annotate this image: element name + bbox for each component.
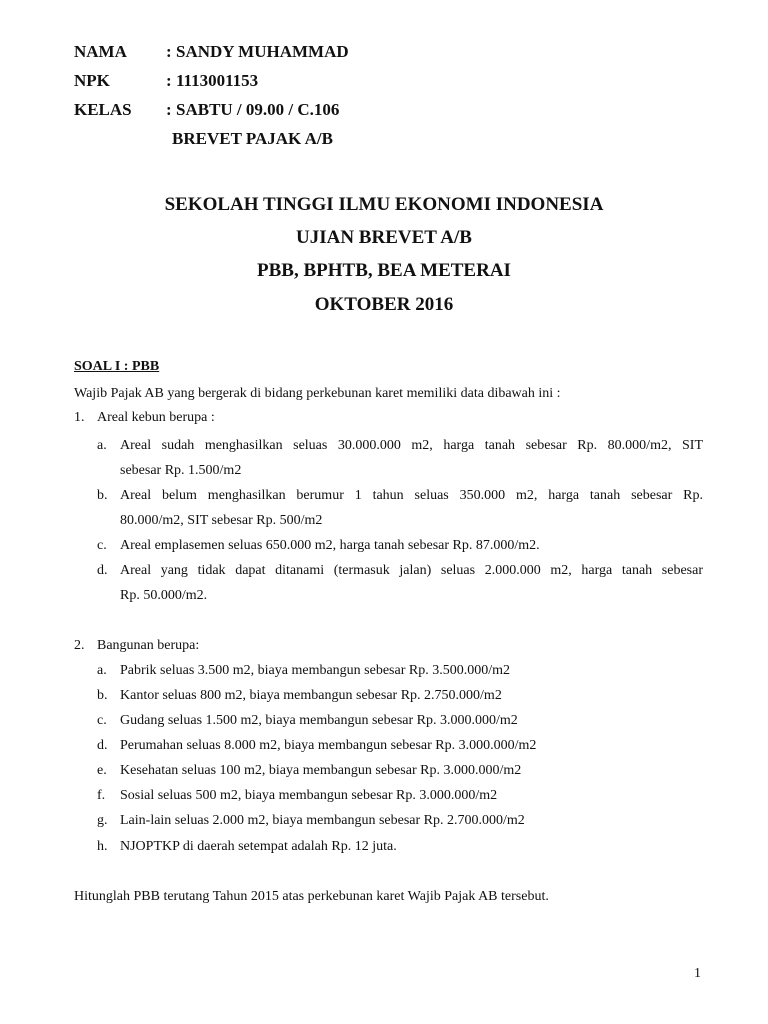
s2-item-g-text: Lain-lain seluas 2.000 m2, biaya membangun sebesar Rp. 2.700.000/m2 (120, 813, 525, 828)
s2-item-e-marker: e. (97, 763, 107, 778)
s1-item-d-line1: Areal yang tidak dapat ditanami (termasuk jalan) seluas 2.000.000 m2, harga tanah sebesar (120, 563, 703, 578)
s1-item-d-marker: d. (97, 563, 108, 578)
kelas-extra: BREVET PAJAK A/B (172, 129, 333, 148)
kelas-label: KELAS (74, 100, 132, 119)
soal-intro: Wajib Pajak AB yang bergerak di bidang perkebunan karet memiliki data dibawah ini : (74, 386, 561, 401)
closing-instruction: Hitunglah PBB terutang Tahun 2015 atas perkebunan karet Wajib Pajak AB tersebut. (74, 889, 549, 904)
s2-item-h-marker: h. (97, 839, 108, 854)
s1-item-a-line1: Areal sudah menghasilkan seluas 30.000.000 m2, harga tanah sebesar Rp. 80.000/m2, SIT (120, 438, 703, 453)
npk-label: NPK (74, 71, 110, 90)
s2-item-a-text: Pabrik seluas 3.500 m2, biaya membangun sebesar Rp. 3.500.000/m2 (120, 663, 510, 678)
nama-value: SANDY MUHAMMAD (176, 42, 349, 61)
header-kelas (74, 100, 339, 120)
s2-item-d-marker: d. (97, 738, 108, 753)
section2-number: 2. (74, 638, 85, 653)
title-subjects: PBB, BPHTB, BEA METERAI (257, 260, 511, 281)
kelas-value: SABTU / 09.00 / C.106 (176, 100, 340, 119)
s1-item-c-marker: c. (97, 538, 107, 553)
kelas-colon: : (166, 100, 172, 119)
s2-item-a-marker: a. (97, 663, 107, 678)
header-nama (74, 42, 349, 62)
nama-label: NAMA (74, 42, 127, 61)
page-number: 1 (694, 966, 701, 981)
s1-item-a-marker: a. (97, 438, 107, 453)
s1-item-b-marker: b. (97, 488, 108, 503)
s2-item-b-marker: b. (97, 688, 108, 703)
nama-colon: : (166, 42, 172, 61)
section2-title: Bangunan berupa: (97, 638, 200, 653)
s2-item-h-text: NJOPTKP di daerah setempat adalah Rp. 12 juta. (120, 839, 397, 854)
npk-value: 1113001153 (176, 71, 259, 90)
s2-item-b-text: Kantor seluas 800 m2, biaya membangun sebesar Rp. 2.750.000/m2 (120, 688, 502, 703)
s2-item-g-marker: g. (97, 813, 108, 828)
section1-number: 1. (74, 410, 85, 425)
s2-item-c-text: Gudang seluas 1.500 m2, biaya membangun sebesar Rp. 3.000.000/m2 (120, 713, 518, 728)
title-exam: UJIAN BREVET A/B (296, 227, 472, 248)
header-npk (74, 71, 258, 91)
npk-colon: : (166, 71, 172, 90)
s1-item-b-line2: 80.000/m2, SIT sebesar Rp. 500/m2 (120, 513, 323, 528)
s1-item-d-line2: Rp. 50.000/m2. (120, 588, 208, 603)
soal-heading: SOAL I : PBB (74, 359, 160, 374)
s2-item-f-marker: f. (97, 788, 106, 803)
section1-title: Areal kebun berupa : (97, 410, 215, 425)
s2-item-e-text: Kesehatan seluas 100 m2, biaya membangun sebesar Rp. 3.000.000/m2 (120, 763, 522, 778)
s1-item-a-line2: sebesar Rp. 1.500/m2 (120, 463, 242, 478)
s2-item-c-marker: c. (97, 713, 107, 728)
title-date: OKTOBER 2016 (314, 294, 454, 315)
s2-item-d-text: Perumahan seluas 8.000 m2, biaya membangun sebesar Rp. 3.000.000/m2 (120, 738, 537, 753)
s1-item-c-line1: Areal emplasemen seluas 650.000 m2, harga tanah sebesar Rp. 87.000/m2. (120, 538, 540, 553)
s2-item-f-text: Sosial seluas 500 m2, biaya membangun sebesar Rp. 3.000.000/m2 (120, 788, 498, 803)
s1-item-b-line1: Areal belum menghasilkan berumur 1 tahun seluas 350.000 m2, harga tanah sebesar Rp. (120, 488, 703, 503)
title-school: SEKOLAH TINGGI ILMU EKONOMI INDONESIA (164, 194, 604, 215)
